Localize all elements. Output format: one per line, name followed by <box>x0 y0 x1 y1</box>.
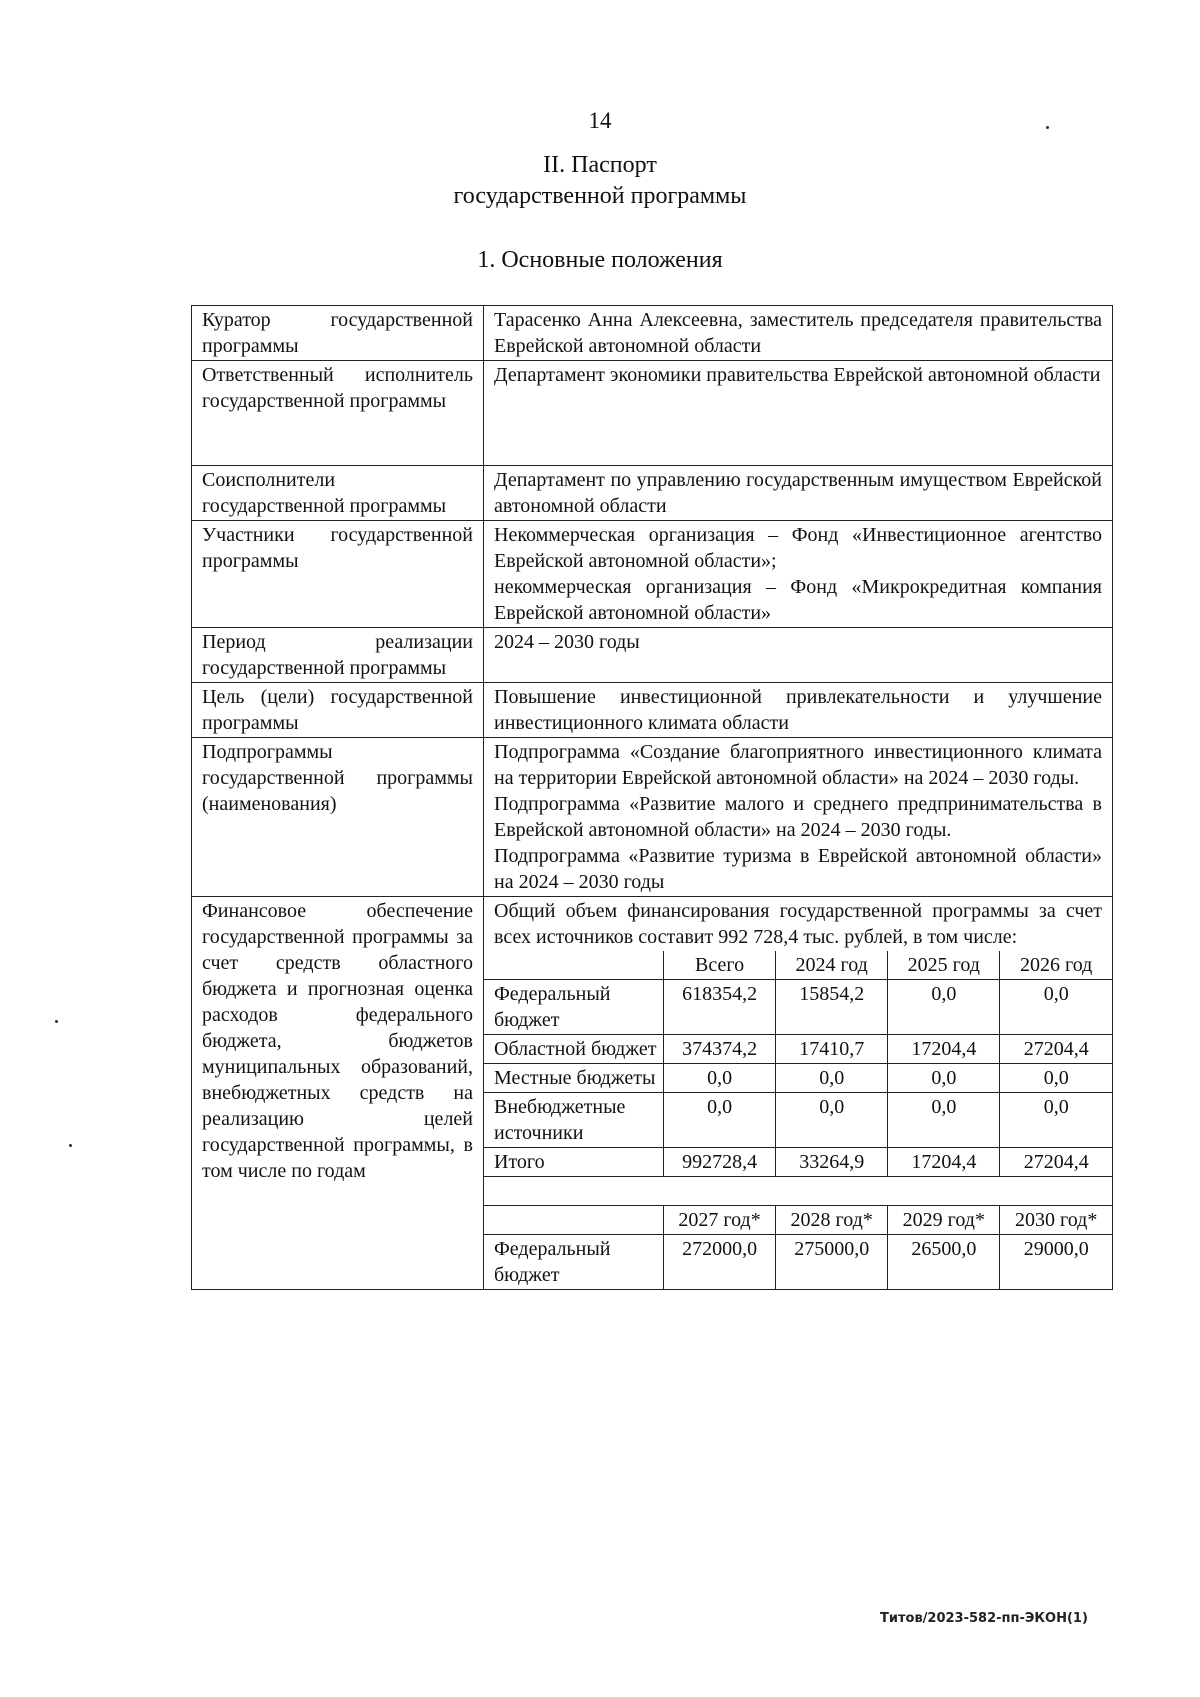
finance-value-cell: 2027 год* <box>664 1206 776 1235</box>
finance-value-cell: 0,0 <box>1000 1064 1112 1093</box>
finance-value-cell: 374374,2 <box>664 1035 776 1064</box>
finance-row <box>484 980 1112 1035</box>
finance-value-cell: 0,0 <box>664 1064 776 1093</box>
finance-spacer-row <box>484 1177 1112 1206</box>
finance-spacer-cell <box>484 1177 1112 1206</box>
subprogram-2: Подпрограмма «Развитие малого и среднего предпринимательства в Еврейской автономной области» на 2024 – 2030 годы. <box>494 793 1102 841</box>
participant-2: некоммерческая организация – Фонд «Микрокредитная компания Еврейской автономной области» <box>494 576 1102 624</box>
row-value <box>484 738 1113 897</box>
finance-value-cell: 0,0 <box>888 1064 1000 1093</box>
section-title: 1. Основные положения <box>477 247 723 273</box>
finance-value-cell: 33264,9 <box>776 1148 888 1177</box>
row-value: 2024 – 2030 годы <box>484 628 1113 683</box>
table-row <box>192 683 1113 738</box>
row-value <box>484 521 1113 628</box>
scan-speck <box>55 1020 58 1023</box>
row-label: Куратор государственной программы <box>192 306 484 361</box>
finance-value-cell: 15854,2 <box>776 980 888 1035</box>
table-row <box>192 306 1113 361</box>
finance-value-cell: 0,0 <box>664 1093 776 1148</box>
finance-header-row <box>484 951 1112 980</box>
finance-value-cell: 618354,2 <box>664 980 776 1035</box>
finance-header-row <box>484 1206 1112 1235</box>
finance-value-cell: 2030 год* <box>1000 1206 1112 1235</box>
finance-value-cell: 0,0 <box>776 1093 888 1148</box>
row-value: Повышение инвестиционной привлекательности и улучшение инвестиционного климата области <box>484 683 1113 738</box>
participant-1: Некоммерческая организация – Фонд «Инвестиционное агентство Еврейской автономной области»; <box>494 524 1102 572</box>
finance-value-cell: 275000,0 <box>776 1235 888 1290</box>
finance-row <box>484 1235 1112 1290</box>
row-value: Департамент по управлению государственным имуществом Еврейской автономной области <box>484 466 1113 521</box>
row-label: Участники государственной программы <box>192 521 484 628</box>
finance-value-cell: 0,0 <box>1000 980 1112 1035</box>
finance-value-cell: 2029 год* <box>888 1206 1000 1235</box>
title-line-2: государственной программы <box>453 183 747 209</box>
finance-row <box>484 1093 1112 1148</box>
finance-value-cell: Всего <box>664 951 776 980</box>
table-row <box>192 361 1113 466</box>
row-label: Соисполнители государственной программы <box>192 466 484 521</box>
row-label: Подпрограммы государственной программы (наименования) <box>192 738 484 897</box>
row-label: Ответственный исполнитель государственной программы <box>192 361 484 466</box>
finance-source-cell <box>484 1206 664 1235</box>
row-value <box>484 897 1113 1290</box>
finance-source-cell: Местные бюджеты <box>484 1064 664 1093</box>
finance-value-cell: 17410,7 <box>776 1035 888 1064</box>
finance-value-cell: 2025 год <box>888 951 1000 980</box>
finance-value-cell: 0,0 <box>1000 1093 1112 1148</box>
finance-value-cell: 27204,4 <box>1000 1148 1112 1177</box>
finance-row <box>484 1148 1112 1177</box>
passport-table <box>191 305 1113 1290</box>
finance-value-cell: 2028 год* <box>776 1206 888 1235</box>
finance-value-cell: 2024 год <box>776 951 888 980</box>
finance-value-cell: 2026 год <box>1000 951 1112 980</box>
row-label: Цель (цели) государственной программы <box>192 683 484 738</box>
finance-value-cell: 0,0 <box>776 1064 888 1093</box>
scan-speck <box>1046 126 1049 129</box>
subprogram-3: Подпрограмма «Развитие туризма в Еврейской автономной области» на 2024 – 2030 годы <box>494 845 1102 893</box>
finance-value-cell: 17204,4 <box>888 1035 1000 1064</box>
finance-value-cell: 27204,4 <box>1000 1035 1112 1064</box>
table-row <box>192 738 1113 897</box>
finance-row <box>484 1035 1112 1064</box>
footer-code: Титов/2023-582-пп-ЭКОН(1) <box>880 1611 1088 1626</box>
finance-source-cell <box>484 951 664 980</box>
finance-source-cell: Итого <box>484 1148 664 1177</box>
row-value: Департамент экономики правительства Еврейской автономной области <box>484 361 1113 466</box>
page-number: 14 <box>588 108 612 133</box>
finance-table <box>484 951 1112 1289</box>
document-title <box>0 150 1200 212</box>
row-label: Финансовое обеспечение государственной программы за счет средств областного бюджета и прогнозная оценка расходов федерального бюджета, бюджетов муниципальных образований, внебюджетных средств на реализацию целей государственной программы, в том числе по годам <box>192 897 484 1290</box>
table-row <box>192 521 1113 628</box>
row-label: Период реализации государственной программы <box>192 628 484 683</box>
title-line-1: II. Паспорт <box>543 152 657 178</box>
finance-source-cell: Внебюджетные источники <box>484 1093 664 1148</box>
row-value: Тарасенко Анна Алексеевна, заместитель председателя правительства Еврейской автономной области <box>484 306 1113 361</box>
finance-value-cell: 0,0 <box>888 980 1000 1035</box>
finance-value-cell: 17204,4 <box>888 1148 1000 1177</box>
finance-intro: Общий объем финансирования государственной программы за счет всех источников составит 992 728,4 тыс. рублей, в том числе: <box>494 900 1102 948</box>
finance-source-cell: Федеральный бюджет <box>484 980 664 1035</box>
table-row <box>192 466 1113 521</box>
table-row <box>192 628 1113 683</box>
scan-speck <box>69 1144 72 1147</box>
finance-value-cell: 992728,4 <box>664 1148 776 1177</box>
finance-row <box>484 1064 1112 1093</box>
finance-value-cell: 26500,0 <box>888 1235 1000 1290</box>
table-row <box>192 897 1113 1290</box>
subprogram-1: Подпрограмма «Создание благоприятного инвестиционного климата на территории Еврейской автономной области» на 2024 – 2030 годы. <box>494 741 1102 789</box>
finance-value-cell: 29000,0 <box>1000 1235 1112 1290</box>
finance-value-cell: 0,0 <box>888 1093 1000 1148</box>
finance-value-cell: 272000,0 <box>664 1235 776 1290</box>
finance-source-cell: Федеральный бюджет <box>484 1235 664 1290</box>
finance-source-cell: Областной бюджет <box>484 1035 664 1064</box>
